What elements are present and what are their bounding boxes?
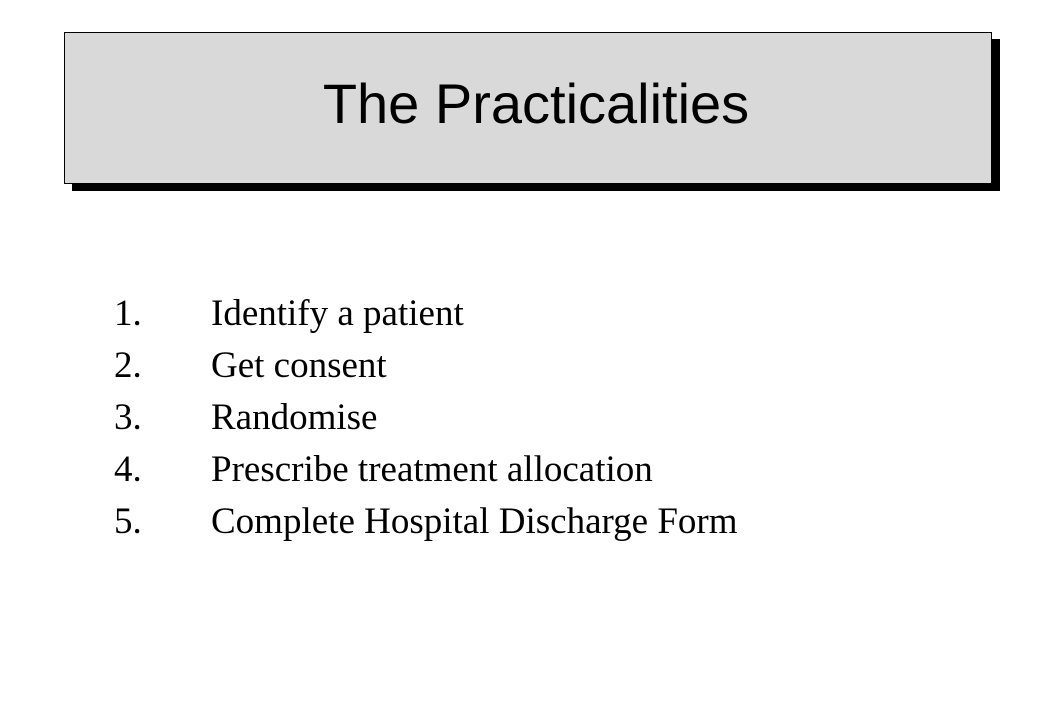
step-number: 5.	[114, 501, 142, 542]
title-box	[64, 32, 992, 184]
step-item	[114, 288, 738, 340]
slide-title: The Practicalities	[322, 72, 750, 135]
step-text: Randomise	[211, 397, 378, 438]
step-number: 3.	[114, 397, 142, 438]
step-text: Get consent	[211, 345, 387, 386]
step-item	[114, 392, 738, 444]
step-text: Identify a patient	[211, 293, 464, 334]
step-item	[114, 340, 738, 392]
steps-list	[114, 288, 738, 548]
step-number: 4.	[114, 449, 142, 490]
step-number: 1.	[114, 293, 142, 334]
step-item	[114, 496, 738, 548]
step-text: Prescribe treatment allocation	[211, 449, 653, 490]
step-item	[114, 444, 738, 496]
step-text: Complete Hospital Discharge Form	[211, 501, 738, 542]
step-number: 2.	[114, 345, 142, 386]
